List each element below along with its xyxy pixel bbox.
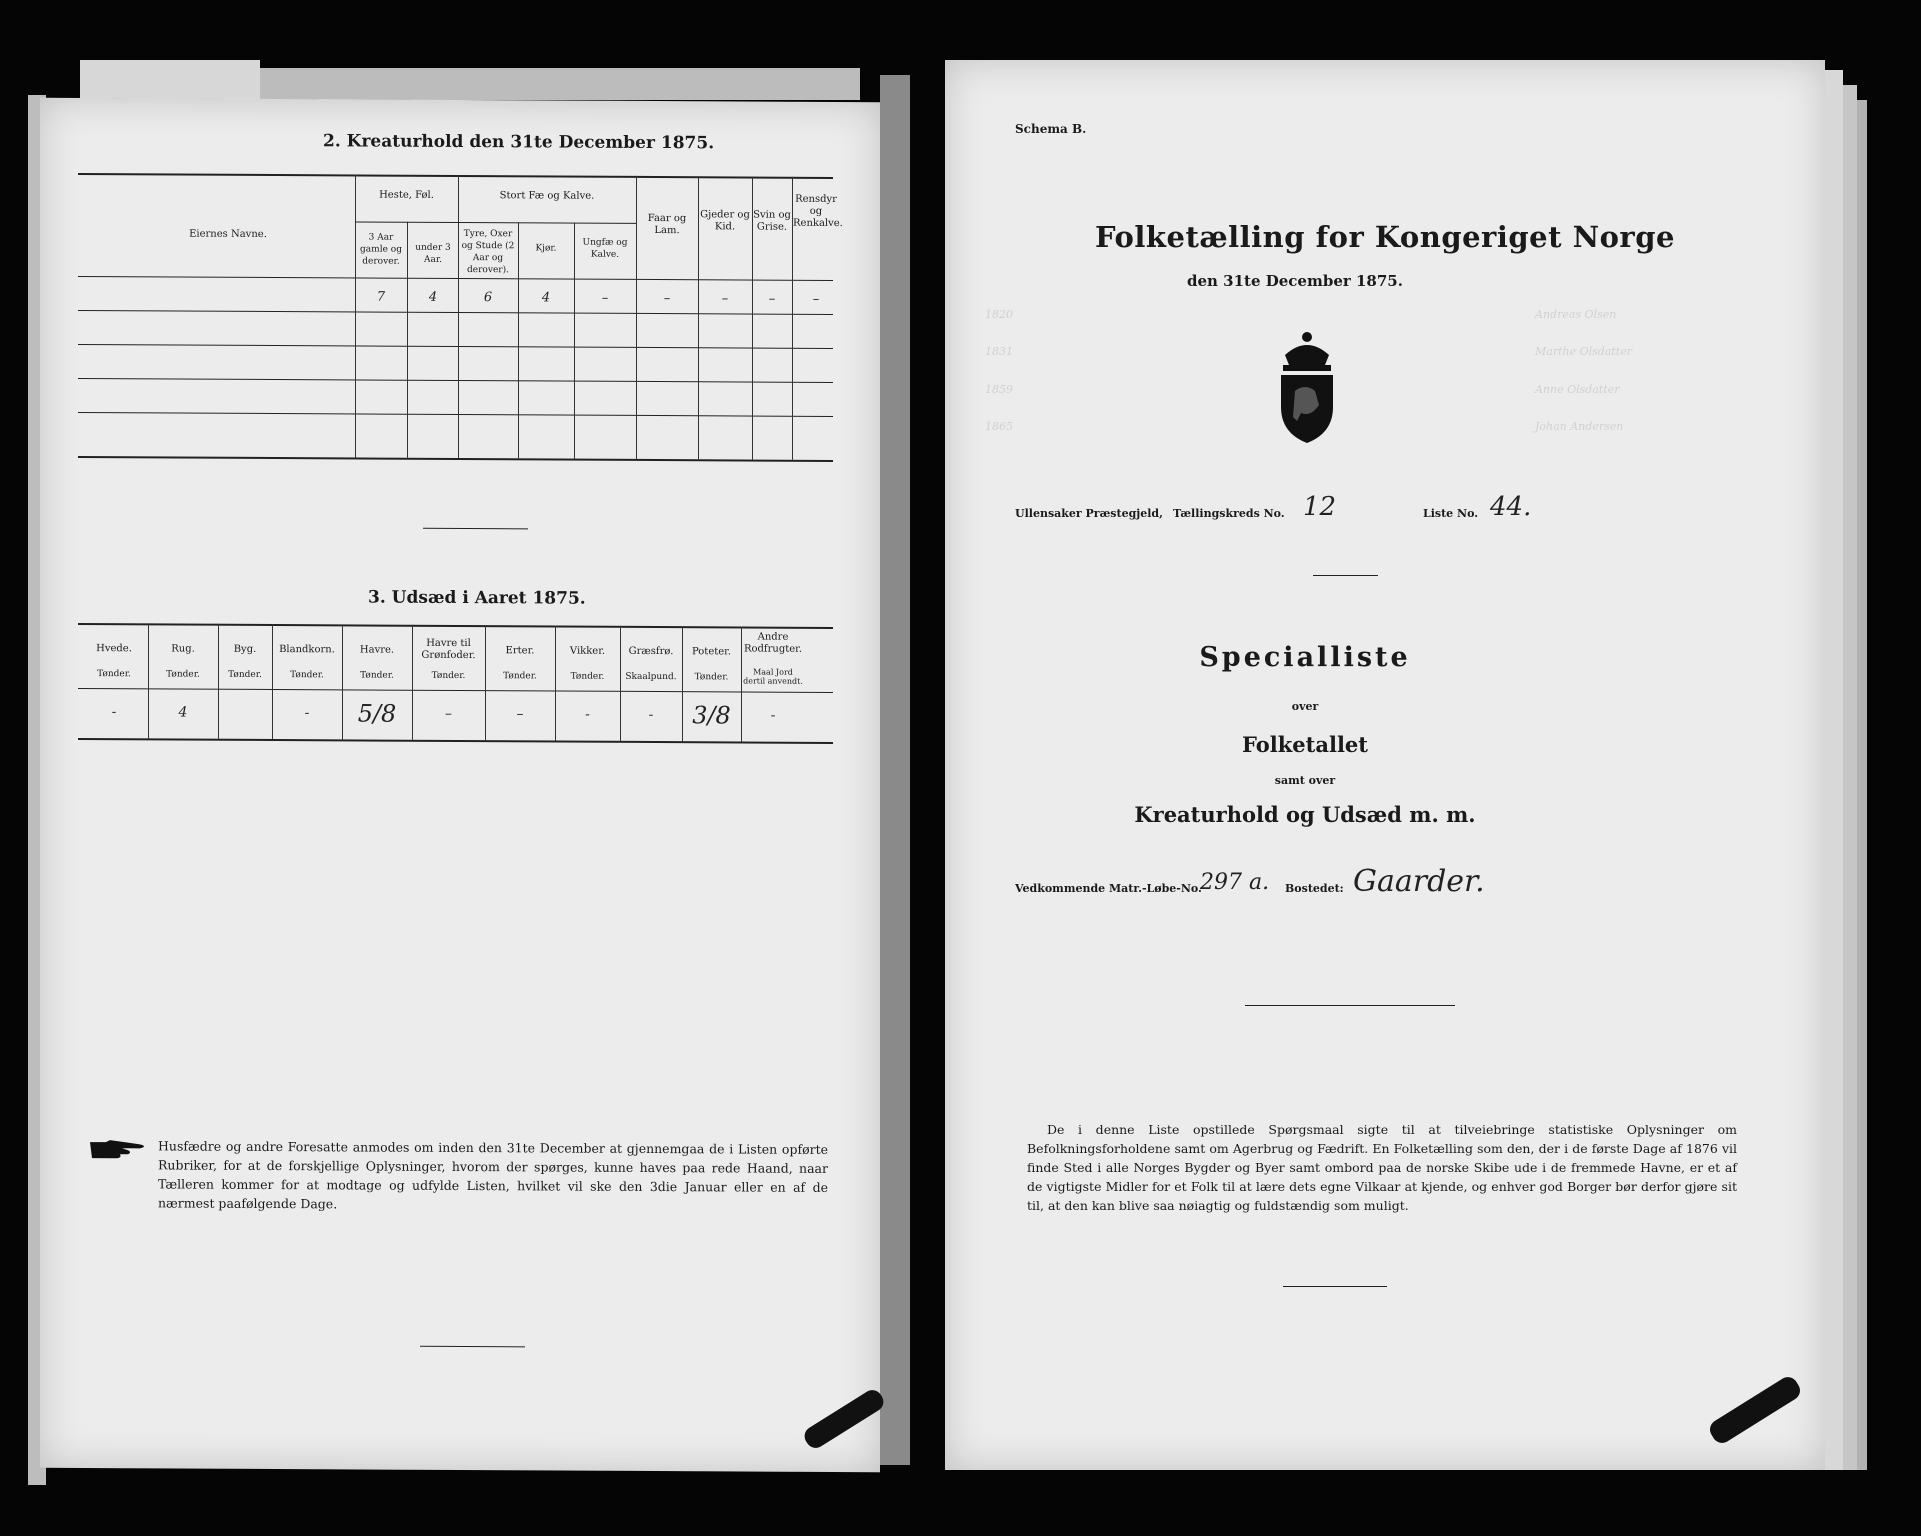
header-rensdyr: Rensdyr og Renkalve. [793,193,843,230]
kreaturhold-title: Kreaturhold og Udsæd m. m. [1134,802,1476,827]
kreatur-row-rule-3 [78,378,833,383]
udsaed-header-name: Erter. [505,645,535,657]
header-stort-a: Tyre, Oxer og Stude (2 Aar og derover). [461,229,515,276]
samt-over-label: samt over [1274,774,1336,787]
bottom-divider [1283,1286,1387,1287]
kreatur-mark: 7 [376,289,386,305]
kreatur-col-line [355,174,356,457]
kreatur-mark: 6 [483,290,493,306]
kreatur-mark: – [601,290,609,306]
right-page [945,60,1825,1470]
folketallet-title: Folketallet [1242,732,1368,757]
kreatur-col-line [518,222,519,458]
header-stort-c: Ungfæ og Kalve. [582,237,628,260]
bleedthrough-year: 1820 [985,308,1013,321]
kreatur-mark: 4 [541,290,551,306]
bleedthrough-name: Marthe Olsdatter [1535,345,1632,358]
parish-label: Ullensaker Præstegjeld, [1015,507,1163,520]
census-date: den 31te December 1875. [1187,272,1403,290]
udsaed-header-name: Poteter. [691,646,732,658]
udsaed-header-unit: Tønder. [290,670,324,681]
udsaed-value: – [516,706,524,723]
udsaed-value: - [770,707,776,724]
left-page-edge-right [880,75,910,1465]
right-page-stack-1 [1825,70,1843,1470]
list-value: 44. [1490,492,1532,522]
matr-value: 297 a. [1200,870,1270,895]
header-heste-b: under 3 Aar. [415,242,451,265]
kreatur-title: 2. Kreaturhold den 31te December 1875. [323,131,715,154]
udsaed-col-line [485,625,486,740]
udsaed-header-name: Andre Rodfrugter. [743,631,803,655]
udsaed-header-name: Byg. [233,643,257,655]
kreatur-col-line [636,176,637,459]
kreatur-mark: 4 [428,289,438,305]
coat-of-arms-icon [1275,325,1339,445]
udsaed-value: – [445,705,452,722]
bleedthrough-year: 1831 [985,345,1013,358]
district-value: 12 [1303,492,1337,522]
kreatur-row-rule-1 [78,310,833,315]
kreatur-top-rule [78,173,833,179]
udsaed-header-unit: Tønder. [694,672,729,683]
udsaed-header-name: Hvede. [96,643,132,655]
udsaed-header-name: Havre til Grønfoder. [421,637,476,662]
udsaed-col-line [620,626,621,741]
udsaed-header-name: Græsfrø. [628,645,674,658]
udsaed-value: - [304,705,310,722]
district-label: Tællingskreds No. [1173,507,1285,520]
bleedthrough-name: Andreas Olsen [1535,308,1617,321]
udsaed-header-unit: Tønder. [431,670,466,682]
udsaed-bottom-rule [78,738,833,744]
bleedthrough-year: 1859 [985,383,1013,396]
udsaed-header-name: Rug. [171,643,195,655]
header-owner: Eiernes Navne. [189,228,267,240]
header-heste-a: 3 Aar gamle og derover. [360,232,402,267]
udsaed-top-rule [78,623,833,629]
kreatur-bottom-rule [78,456,833,462]
intro-paragraph: De i denne Liste opstillede Spørgsmaal sigte til at tilveiebringe statistiske Oplysninger om Befolkningsforholdene samt om Agerbrug og Fædrift. En Folketælling som den, der i de første Dage af 1876 vil finde Sted i alle Norges Bygder og Byer samt ombord paa de norske Skibe ude i de fremmede Havne, er et af de vigtigste Midler for et Folk til at lære dets egne Vilkaar at kjende, og enhver god Borger bør derfor gjøre sit til, at den kan blive saa nøiagtig og fuldstændig som muligt. [1027,1122,1737,1213]
mid-divider [1245,1005,1455,1006]
pointing-hand-icon [88,1138,150,1160]
udsaed-header-name: Havre. [359,644,395,656]
bleedthrough-name: Anne Olsdatter [1535,383,1620,396]
udsaed-header-unit: Tønder. [503,671,537,682]
header-svin: Svin og Grise. [753,209,791,233]
udsaed-header-unit: Tønder. [166,669,200,680]
header-gjeder: Gjeder og Kid. [700,209,750,233]
udsaed-value: 3/8 [692,701,731,730]
kreatur-group-rule [355,221,636,223]
udsaed-header-rule [78,688,833,693]
census-title: Folketælling for Kongeriget Norge [1095,220,1675,254]
udsaed-value: - [648,706,654,724]
kreatur-row-rule-2 [78,344,833,349]
matr-label: Vedkommende Matr.-Løbe-No. [1015,882,1202,895]
udsaed-header-unit: Tønder. [228,669,262,680]
udsaed-value: 4 [178,704,188,721]
kreatur-mark: – [663,291,671,307]
udsaed-header-name: Blandkorn. [279,644,335,656]
udsaed-value: 5/8 [357,699,397,728]
bosted-label: Bostedet: [1285,882,1344,895]
right-page-stack-3 [1857,100,1867,1470]
kreatur-mark: – [812,291,820,307]
bleedthrough-year: 1865 [985,420,1013,433]
kreatur-row-rule-4 [78,412,833,417]
udsaed-col-line [148,623,149,738]
left-page [40,98,880,1472]
top-left-strip-2 [260,68,860,100]
right-page-stack-2 [1843,85,1857,1470]
schema-label: Schema B. [1015,122,1087,136]
udsaed-header-unit: Tønder. [360,670,394,681]
kreatur-col-line [698,176,699,459]
header-faar: Faar og Lam. [647,212,687,237]
udsaed-value: - [585,706,590,723]
udsaed-value: - [111,704,117,721]
udsaed-header-unit: Tønder. [570,671,605,682]
section-divider [423,528,528,530]
kreatur-mark: – [721,291,729,307]
header-stort-group: Stort Fæ og Kalve. [499,190,595,202]
header-heste-group: Heste, Føl. [379,189,434,201]
list-label: Liste No. [1423,507,1479,520]
udsaed-col-line [555,625,556,740]
kreatur-mark: – [768,291,776,307]
udsaed-header-unit: Skaalpund. [625,671,677,683]
udsaed-header-unit: Maal Jord dertil anvendt. [743,667,803,686]
udsaed-col-line [218,624,219,739]
udsaed-header-name: Vikker. [569,645,606,657]
udsaed-title: 3. Udsæd i Aaret 1875. [368,587,586,609]
title-divider [1313,575,1378,576]
bosted-value: Gaarder. [1353,864,1485,899]
header-stort-b: Kjør. [535,243,557,254]
top-left-strip [80,60,260,100]
bleedthrough-name: Johan Andersen [1535,420,1624,433]
udsaed-col-line [272,624,273,739]
bottom-divider [420,1346,525,1348]
notice-text: Husfædre og andre Foresatte anmodes om inden den 31te December at gjennemgaa de i Listen opførte Rubriker, for at de forskjellige Oplysninger, hvorom der spørges, kunne haves paa rede Haand, naar Tælleren kommer for at modtage og udfylde Listen, hvilket vil ske den 3die Januar eller en af de nærmest paafølgende Dage. [158,1138,828,1212]
udsaed-header-unit: Tønder. [97,669,131,680]
kreatur-col-line [458,175,459,458]
kreatur-header-rule [78,276,833,281]
specialliste-title: Specialliste [1199,642,1411,673]
over-label: over [1291,700,1319,713]
